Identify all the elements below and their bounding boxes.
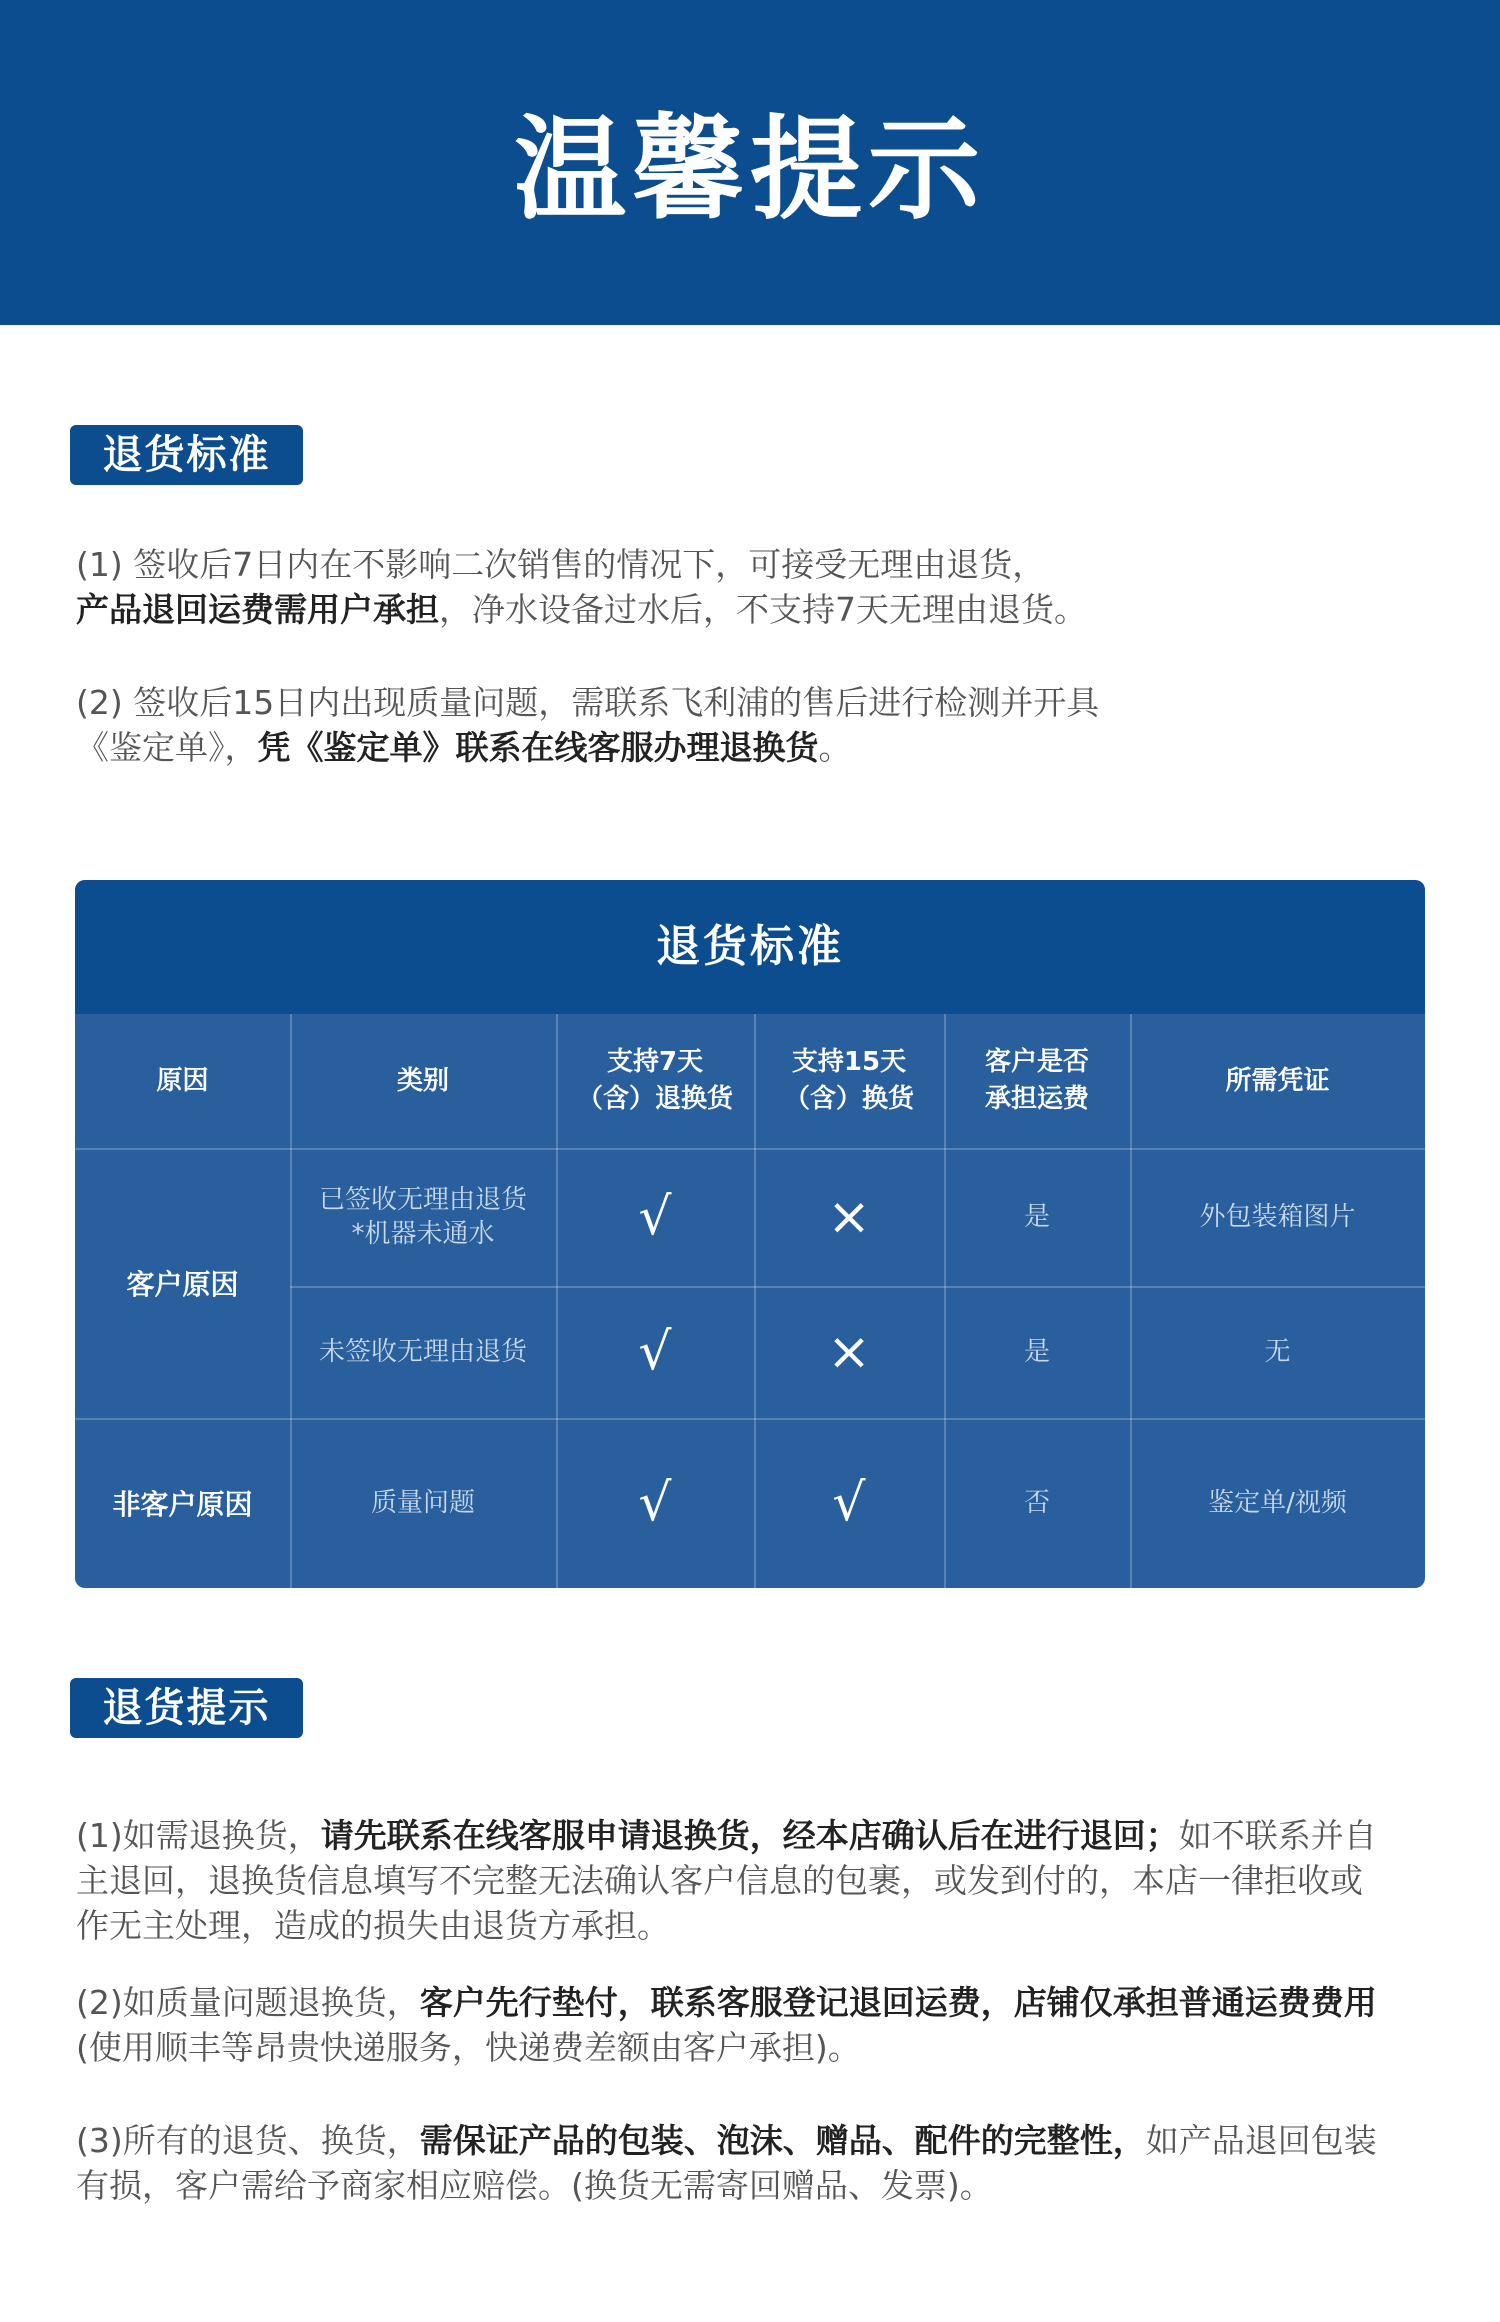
return-tip-3-a: (3)所有的退货、换货， [76, 2121, 420, 2160]
return-rule-2 [76, 680, 1436, 770]
return-rule-2-end: 。 [818, 728, 852, 767]
col-header-shipping-fee-l2: 承担运费 [984, 1084, 1089, 1114]
col-header-exchange-15days [754, 1014, 944, 1148]
return-rule-2-line2 [76, 725, 1436, 770]
col-header-proof: 所需凭证 [1225, 1065, 1330, 1096]
col-header-exchange-15days-l2: （含）换货 [783, 1084, 914, 1114]
table-cell-proof: 外包装箱图片 [1199, 1202, 1356, 1232]
return-rule-2-line1: (2) 签收后15日内出现质量问题，需联系飞利浦的售后进行检测并开具 [76, 683, 1100, 722]
return-tip-2-line1 [76, 1980, 1456, 2025]
col-header-shipping-fee-l1: 客户是否 [984, 1047, 1089, 1077]
col-header-category: 类别 [396, 1065, 449, 1096]
return-tip-1-line1 [76, 1813, 1456, 1858]
check-mark-icon: √ [832, 1473, 866, 1533]
category-line1: 已签收无理由退货 [318, 1185, 527, 1215]
col-header-return-7days-l2: （含）退换货 [576, 1084, 733, 1114]
cross-mark-icon: × [827, 1322, 871, 1382]
cross-mark-icon: × [827, 1187, 871, 1247]
section-tag-return-tips: 退货提示 [70, 1678, 303, 1738]
return-tip-2-a: (2)如质量问题退换货， [76, 1983, 420, 2022]
return-tip-1-a: (1)如需退换货， [76, 1816, 321, 1855]
col-header-shipping-fee [944, 1014, 1130, 1148]
return-rule-2-bold: 凭《鉴定单》联系在线客服办理退换货 [257, 728, 819, 767]
group-customer-reason: 客户原因 [126, 1268, 239, 1301]
page-title: 温馨提示 [514, 105, 986, 235]
return-tip-2-line2: (使用顺丰等昂贵快递服务，快递费差额由客户承担)。 [76, 2028, 861, 2067]
return-rule-1-rest: ，净水设备过水后，不支持7天无理由退货。 [439, 590, 1087, 629]
return-tip-2-bold: 客户先行垫付，联系客服登记退回运费，店铺仅承担普通运费费用 [419, 1983, 1377, 2022]
return-tip-3-line2: 有损，客户需给予商家相应赔偿。(换货无需寄回赠品、发票)。 [76, 2166, 993, 2205]
table-cell-proof: 鉴定单/视频 [1208, 1488, 1347, 1518]
check-mark-icon: √ [638, 1187, 672, 1247]
table-title: 退货标准 [75, 880, 1425, 1014]
return-tip-3-c: 如产品退回包装 [1145, 2121, 1377, 2160]
table-cell-shipping: 否 [1023, 1488, 1050, 1518]
group-non-customer-reason: 非客户原因 [112, 1488, 253, 1521]
col-header-return-7days [556, 1014, 754, 1148]
check-mark-icon: √ [638, 1473, 672, 1533]
check-mark-icon: √ [638, 1322, 672, 1382]
return-standard-table [75, 880, 1425, 1588]
return-rule-1-line1: (1) 签收后7日内在不影响二次销售的情况下，可接受无理由退货， [76, 545, 1046, 584]
return-tip-3-line1 [76, 2118, 1456, 2163]
table-cell-category: 质量问题 [370, 1488, 475, 1518]
return-rule-1-bold: 产品退回运费需用户承担 [76, 590, 439, 629]
header-banner [0, 0, 1500, 325]
return-tip-1-line2: 主退回，退换货信息填写不完整无法确认客户信息的包裹，或发到付的，本店一律拒收或 [76, 1861, 1363, 1900]
col-header-reason: 原因 [156, 1065, 209, 1096]
return-tip-1-c: 如不联系并自 [1178, 1816, 1377, 1855]
return-tip-3 [76, 2118, 1456, 2208]
table-cell-shipping: 是 [1023, 1337, 1050, 1367]
return-tip-1-line3: 作无主处理，造成的损失由退货方承担。 [76, 1906, 670, 1945]
return-tip-1 [76, 1813, 1456, 1948]
table-cell-shipping: 是 [1023, 1202, 1050, 1232]
return-rule-2-pre: 《鉴定单》， [76, 728, 258, 767]
return-tip-1-bold: 请先联系在线客服申请退换货，经本店确认后在进行退回； [320, 1816, 1179, 1855]
col-header-exchange-15days-l1: 支持15天 [791, 1047, 907, 1077]
return-rule-1 [76, 542, 1436, 632]
table-cell-category [290, 1148, 556, 1286]
section-tag-return-standard: 退货标准 [70, 425, 303, 485]
return-rule-1-line2 [76, 587, 1436, 632]
return-tip-3-bold: 需保证产品的包装、泡沫、赠品、配件的完整性， [419, 2121, 1146, 2160]
col-header-return-7days-l1: 支持7天 [606, 1047, 704, 1077]
table-cell-category: 未签收无理由退货 [318, 1337, 527, 1367]
table-cell-proof: 无 [1264, 1337, 1291, 1367]
return-tip-2 [76, 1980, 1456, 2070]
category-line2: *机器未通水 [351, 1219, 495, 1249]
